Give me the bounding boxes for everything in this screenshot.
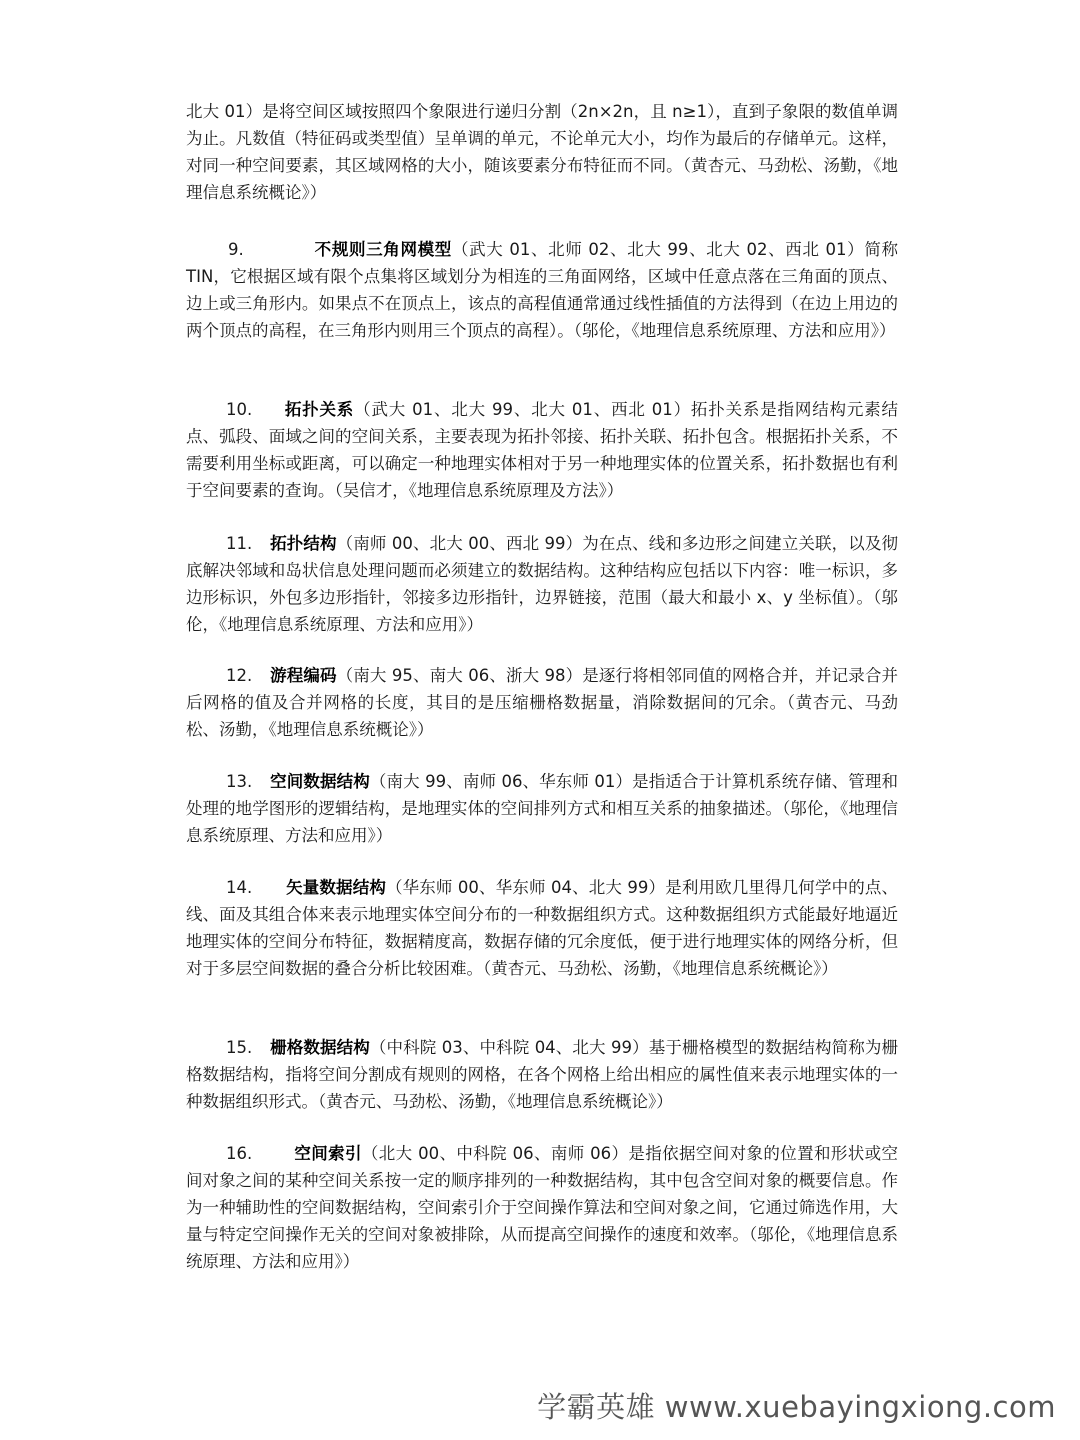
intro-paragraph: 北大 01）是将空间区域按照四个象限进行递归分割（2n×2n，且 n≥1），直到子象限的数值单调为止。凡数值（特征码或类型值）呈单调的单元，不论单元大小，均作为最后的存储单元。这样，对同一种空间要素，其区域网格的大小，随该要素分布特征而不同。（黄杏元、马劲松、汤勤，《地理信息系统概论》）: [186, 102, 898, 202]
entry-term: 栅格数据结构: [270, 1038, 370, 1057]
entry-term: 拓扑关系: [284, 400, 355, 419]
entry-body: （南大 95、南大 06、浙大 98）是逐行将相邻同值的网格合并，并记录合并后网格的值及合并网格的长度，其目的是压缩栅格数据量，消除数据间的冗余。（黄杏元、马劲松、汤勤，《地理信息系统概论》）: [186, 666, 899, 739]
entry-number: 16.: [226, 1144, 253, 1163]
entry-term: 空间索引: [294, 1144, 362, 1163]
site-watermark: 学霸英雄 www.xuebayingxiong.com: [537, 1390, 1056, 1424]
entry-body: （武大 01、北师 02、北大 99、北大 02、西北 01）简称 TIN，它根据区域有限个点集将区域划分为相连的三角面网络，区域中任意点落在三角面的顶点、边上或三角形内。如果点不在顶点上，该点的高程值通常通过线性插值的方法得到（在边上用边的两个顶点的高程，在三角形内则用三个顶点的高程）。（邬伦，《地理信息系统原理、方法和应用》）: [186, 240, 899, 340]
entry-body: （中科院 03、中科院 04、北大 99）基于栅格模型的数据结构简称为栅格数据结构，指将空间分割成有规则的网格，在各个网格上给出相应的属性值来表示地理实体的一种数据组织形式。（黄杏元、马劲松、汤勤，《地理信息系统概论》）: [186, 1038, 898, 1111]
entry-12: [186, 662, 898, 743]
entry-body: （南大 99、南师 06、华东师 01）是指适合于计算机系统存储、管理和处理的地学图形的逻辑结构，是地理实体的空间排列方式和相互关系的抽象描述。（邬伦，《地理信息系统原理、方法和应用》）: [186, 772, 898, 845]
entry-body: （南师 00、北大 00、西北 99）为在点、线和多边形之间建立关联，以及彻底解决邻域和岛状信息处理问题而必须建立的数据结构。这种结构应包括以下内容：唯一标识，多边形标识，外包多边形指针，邻接多边形指针，边界链接，范围（最大和最小 x、y 坐标值）。（邬伦，《地理信息系统原理、方法和应用》）: [186, 534, 899, 634]
entry-number: 12.: [226, 666, 253, 685]
entry-body: （华东师 00、华东师 04、北大 99）是利用欧几里得几何学中的点、线、面及其组合体来表示地理实体空间分布的一种数据组织方式。这种数据组织方式能最好地逼近地理实体的空间分布特征，数据精度高，数据存储的冗余度低，便于进行地理实体的网络分析，但对于多层空间数据的叠合分析比较困难。（黄杏元、马劲松、汤勤，《地理信息系统概论》）: [186, 878, 899, 978]
entry-13: [186, 768, 898, 849]
entry-number: 13.: [226, 772, 253, 791]
entry-term: 空间数据结构: [270, 772, 370, 791]
entry-body: （北大 00、中科院 06、南师 06）是指依据空间对象的位置和形状或空间对象之间的某种空间关系按一定的顺序排列的一种数据结构，其中包含空间对象的概要信息。作为一种辅助性的空间数据结构，空间索引介于空间操作算法和空间对象之间，它通过筛选作用，大量与特定空间操作无关的空间对象被排除，从而提高空间操作的速度和效率。（邬伦，《地理信息系统原理、方法和应用》）: [186, 1144, 899, 1271]
entry-number: 11.: [226, 534, 253, 553]
entry-term: 不规则三角网模型: [314, 240, 452, 259]
entry-11: [186, 530, 898, 638]
entry-term: 游程编码: [270, 666, 337, 685]
entry-number: 9.: [228, 240, 244, 259]
entry-10: [186, 396, 898, 504]
entry-number: 14.: [226, 878, 253, 897]
entry-16: [186, 1140, 898, 1275]
entry-9: [186, 236, 898, 344]
entry-15: [186, 1034, 898, 1115]
entry-number: 10.: [226, 400, 253, 419]
entry-14: [186, 874, 898, 982]
entry-number: 15.: [226, 1038, 253, 1057]
entry-term: 矢量数据结构: [286, 878, 386, 897]
entry-term: 拓扑结构: [270, 534, 337, 553]
entry-body: （武大 01、北大 99、北大 01、西北 01）拓扑关系是指网结构元素结点、弧段、面域之间的空间关系，主要表现为拓扑邻接、拓扑关联、拓扑包含。根据拓扑关系，不需要利用坐标或距离，可以确定一种地理实体相对于另一种地理实体的位置关系，拓扑数据也有利于空间要素的查询。（吴信才，《地理信息系统原理及方法》）: [186, 400, 899, 500]
